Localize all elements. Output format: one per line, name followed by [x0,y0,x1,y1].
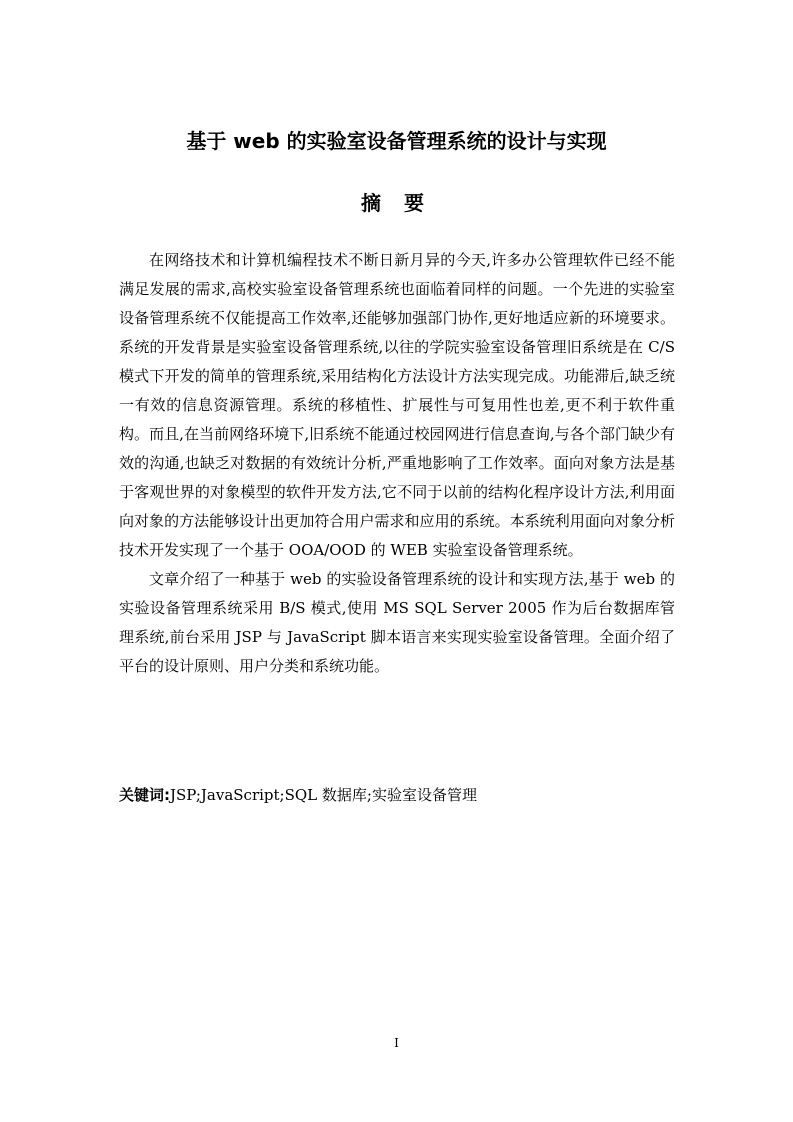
keywords-line [119,783,675,807]
abstract-paragraph-2: 文章介绍了一种基于 web 的实验设备管理系统的设计和实现方法,基于 web 的实验设备管理系统采用 B/S 模式,使用 MS SQL Server 2005 作为后台数据库管理系统,前台采用 JSP 与 JavaScript 脚本语言来实现实验室设备管理。全面介绍了平台的设计原则、用户分类和系统功能。 [119,570,675,675]
page-number: I [394,1036,399,1050]
document-title: 基于 web 的实验室设备管理系统的设计与实现 [186,129,607,153]
abstract-paragraph-1: 在网络技术和计算机编程技术不断日新月异的今天,许多办公管理软件已经不能满足发展的需求,高校实验室设备管理系统也面临着同样的问题。一个先进的实验室设备管理系统不仅能提高工作效率,还能够加强部门协作,更好地适应新的环境要求。系统的开发背景是实验室设备管理系统,以往的学院实验室设备管理旧系统是在 C/S 模式下开发的简单的管理系统,采用结构化方法设计方法实现完成。功能滞后,缺乏统一有效的信息资源管理。系统的移植性、扩展性与可复用性也差,更不利于软件重构。而且,在当前网络环境下,旧系统不能通过校园网进行信息查询,与各个部门缺少有效的沟通,也缺乏对数据的有效统计分析,严重地影响了工作效率。面向对象方法是基于客观世界的对象模型的软件开发方法,它不同于以前的结构化程序设计方法,利用面向对象的方法能够设计出更加符合用户需求和应用的系统。本系统利用面向对象分析技术开发实现了一个基于 OOA/OOD 的 WEB 实验室设备管理系统。 [119,251,675,559]
abstract-heading: 摘 要 [361,191,432,215]
keywords-label: 关键词: [119,786,170,804]
abstract-body [119,246,675,681]
keywords-value: JSP;JavaScript;SQL 数据库;实验室设备管理 [170,786,477,804]
